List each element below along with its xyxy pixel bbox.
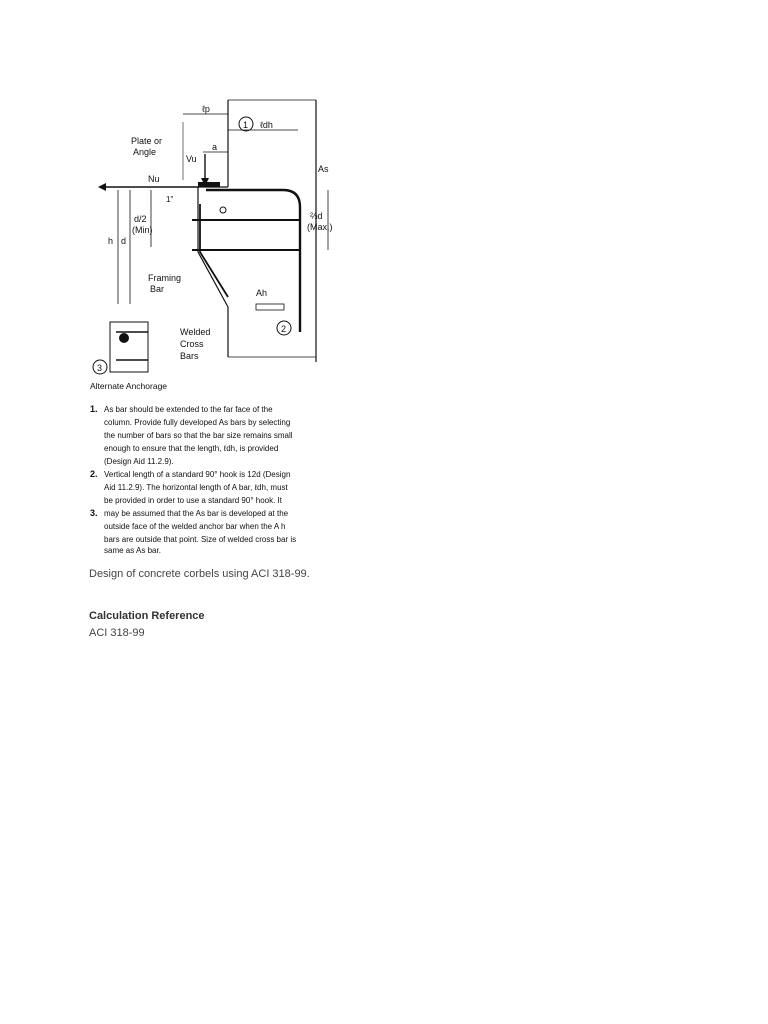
- calculation-reference-heading: Calculation Reference: [89, 610, 205, 622]
- as-label: As: [318, 164, 329, 174]
- h-label: h: [108, 236, 114, 246]
- note-1-line-2: column. Provide fully developed As bars by selecting: [104, 418, 291, 427]
- two-thirds-d-label: ⅔d: [310, 211, 323, 221]
- note-2-number: 2.: [90, 469, 98, 479]
- note-2-line-2: Aid 11.2.9). The horizontal length of A bar, ℓdh, must: [104, 483, 288, 492]
- note-3-line-2: outside face of the welded anchor bar when the A h: [104, 522, 286, 531]
- lp-label: ℓp: [202, 104, 210, 114]
- note-1-line-5: (Design Aid 11.2.9).: [104, 457, 174, 466]
- nu-label: Nu: [148, 174, 160, 184]
- cross-label: Cross: [180, 339, 204, 349]
- circle-2-label: 2: [281, 324, 287, 334]
- framing-label: Framing: [148, 273, 182, 283]
- note-3-line-4: same as As bar.: [104, 546, 161, 554]
- circle-3-label: 3: [97, 363, 103, 373]
- one-inch-label: 1": [166, 195, 174, 204]
- note-2-line-3: be provided in order to use a standard 90° hook. It: [104, 496, 282, 505]
- vu-label: Vu: [186, 154, 197, 164]
- max-label: (Max.): [307, 222, 333, 232]
- note-1-line-1: As bar should be extended to the far face of the: [104, 405, 273, 414]
- circle-1-label: 1: [243, 120, 249, 130]
- note-1-line-4: enough to ensure that the length, ℓdh, is provided: [104, 444, 279, 453]
- note-1-line-3: the number of bars so that the bar size remains small: [104, 431, 293, 440]
- figure-caption: Design of concrete corbels using ACI 318-99.: [89, 568, 310, 580]
- welded-label: Welded: [180, 327, 211, 337]
- note-3-number: 3.: [90, 508, 98, 518]
- note-3-line-1: may be assumed that the As bar is developed at the: [104, 509, 289, 518]
- note-2-line-1: Vertical length of a standard 90° hook is 12d (Design: [104, 470, 291, 479]
- alternate-anchorage-label: Alternate Anchorage: [90, 381, 168, 391]
- angle-label: Angle: [133, 147, 157, 157]
- corbel-diagram: [88, 92, 343, 554]
- d-label: d: [121, 236, 127, 246]
- note-3-line-3: bars are outside that point. Size of welded cross bar is: [104, 535, 297, 544]
- a-label: a: [212, 142, 218, 152]
- ldh-label: ℓdh: [260, 120, 273, 130]
- ah-label: Ah: [256, 288, 268, 298]
- note-1-number: 1.: [90, 404, 98, 414]
- corbel-design-figure: [88, 92, 343, 554]
- calculation-reference-value: ACI 318-99: [89, 627, 145, 639]
- bar-label: Bar: [150, 284, 165, 294]
- bars-label: Bars: [180, 351, 199, 361]
- d-half-label: d/2: [134, 214, 147, 224]
- min-label: (Min): [132, 225, 153, 235]
- plate-or-label: Plate or: [131, 136, 163, 146]
